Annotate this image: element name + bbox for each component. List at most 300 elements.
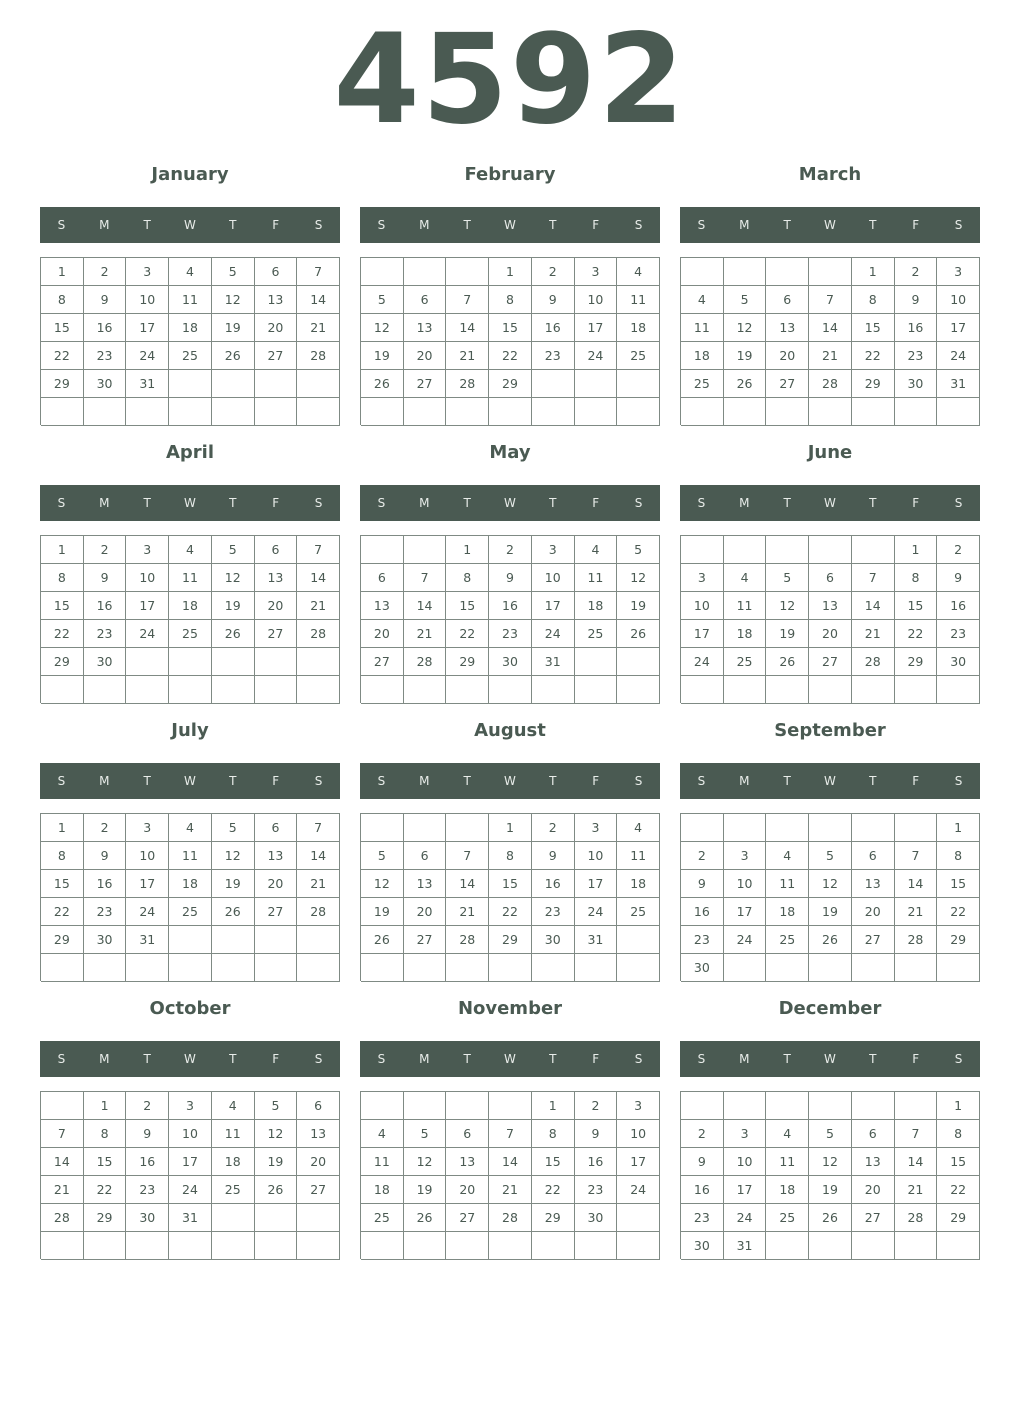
empty-day-cell [297, 370, 340, 398]
empty-day-cell [724, 814, 767, 842]
day-cell: 13 [361, 592, 404, 620]
empty-day-cell [446, 258, 489, 286]
day-cell: 1 [489, 814, 532, 842]
day-cell: 13 [255, 286, 298, 314]
day-cell: 6 [255, 536, 298, 564]
day-cell: 5 [404, 1120, 447, 1148]
day-cell: 29 [937, 926, 980, 954]
day-cell: 21 [404, 620, 447, 648]
weekday-label: S [57, 774, 66, 788]
day-cell: 15 [489, 870, 532, 898]
empty-day-cell [809, 398, 852, 426]
day-cell: 28 [41, 1204, 84, 1232]
day-cell: 20 [404, 342, 447, 370]
weekday-label: M [739, 496, 750, 510]
day-grid [360, 257, 660, 425]
day-cell: 26 [617, 620, 660, 648]
day-cell: 16 [532, 314, 575, 342]
weekday-label: W [824, 1052, 836, 1066]
day-cell: 3 [681, 564, 724, 592]
day-cell: 20 [446, 1176, 489, 1204]
day-cell: 22 [41, 620, 84, 648]
day-cell: 13 [852, 1148, 895, 1176]
day-cell: 24 [575, 342, 618, 370]
day-cell: 24 [575, 898, 618, 926]
weekday-header [40, 763, 340, 799]
empty-day-cell [212, 648, 255, 676]
day-cell: 5 [361, 842, 404, 870]
day-cell: 16 [937, 592, 980, 620]
weekday-label: T [869, 218, 877, 232]
empty-day-cell [41, 1092, 84, 1120]
day-cell: 16 [895, 314, 938, 342]
day-cell: 6 [404, 286, 447, 314]
empty-day-cell [895, 1092, 938, 1120]
empty-day-cell [255, 676, 298, 704]
empty-day-cell [895, 676, 938, 704]
day-cell: 8 [937, 1120, 980, 1148]
weekday-header [360, 485, 660, 521]
day-grid [40, 813, 340, 981]
weekday-label: M [419, 1052, 430, 1066]
weekday-label: F [272, 218, 280, 232]
day-cell: 19 [212, 592, 255, 620]
day-cell: 26 [255, 1176, 298, 1204]
day-cell: 9 [532, 842, 575, 870]
empty-day-cell [446, 676, 489, 704]
month-title: June [807, 442, 853, 463]
weekday-label: F [272, 496, 280, 510]
day-cell: 25 [212, 1176, 255, 1204]
day-cell: 19 [404, 1176, 447, 1204]
day-cell: 22 [41, 898, 84, 926]
day-cell: 20 [852, 1176, 895, 1204]
day-cell: 6 [361, 564, 404, 592]
day-cell: 27 [852, 1204, 895, 1232]
day-cell: 2 [895, 258, 938, 286]
empty-day-cell [446, 954, 489, 982]
day-cell: 9 [895, 286, 938, 314]
empty-day-cell [724, 954, 767, 982]
empty-day-cell [169, 1232, 212, 1260]
day-cell: 16 [489, 592, 532, 620]
weekday-header [360, 207, 660, 243]
weekday-label: S [697, 774, 706, 788]
day-cell: 24 [724, 926, 767, 954]
day-cell: 18 [169, 592, 212, 620]
day-cell: 24 [126, 620, 169, 648]
day-cell: 5 [617, 536, 660, 564]
day-cell: 8 [852, 286, 895, 314]
day-cell: 26 [361, 370, 404, 398]
day-cell: 23 [681, 1204, 724, 1232]
day-cell: 16 [681, 1176, 724, 1204]
day-cell: 15 [41, 592, 84, 620]
weekday-label: S [314, 774, 323, 788]
day-grid [360, 813, 660, 981]
empty-day-cell [724, 1092, 767, 1120]
day-cell: 27 [297, 1176, 340, 1204]
day-cell: 5 [212, 258, 255, 286]
empty-day-cell [809, 814, 852, 842]
day-cell: 31 [169, 1204, 212, 1232]
empty-day-cell [489, 1092, 532, 1120]
weekday-label: S [954, 218, 963, 232]
day-cell: 2 [84, 258, 127, 286]
day-cell: 23 [532, 898, 575, 926]
empty-day-cell [404, 398, 447, 426]
day-cell: 20 [255, 870, 298, 898]
day-cell: 28 [297, 898, 340, 926]
day-cell: 24 [681, 648, 724, 676]
month-title: December [778, 998, 882, 1019]
empty-day-cell [724, 398, 767, 426]
day-cell: 17 [126, 592, 169, 620]
empty-day-cell [41, 954, 84, 982]
empty-day-cell [404, 814, 447, 842]
weekday-label: T [463, 496, 471, 510]
day-cell: 20 [255, 314, 298, 342]
empty-day-cell [212, 954, 255, 982]
day-cell: 26 [212, 620, 255, 648]
day-cell: 31 [126, 370, 169, 398]
day-cell: 19 [212, 870, 255, 898]
month-november [360, 994, 660, 1264]
day-cell: 24 [169, 1176, 212, 1204]
day-cell: 27 [255, 620, 298, 648]
weekday-header [680, 485, 980, 521]
day-cell: 3 [169, 1092, 212, 1120]
day-cell: 16 [575, 1148, 618, 1176]
weekday-label: F [592, 218, 600, 232]
day-cell: 25 [361, 1204, 404, 1232]
weekday-label: F [912, 218, 920, 232]
empty-day-cell [852, 1232, 895, 1260]
day-cell: 10 [617, 1120, 660, 1148]
empty-day-cell [617, 370, 660, 398]
weekday-label: T [463, 1052, 471, 1066]
day-cell: 22 [84, 1176, 127, 1204]
day-cell: 17 [681, 620, 724, 648]
empty-day-cell [489, 676, 532, 704]
day-cell: 16 [126, 1148, 169, 1176]
year-title: 4592 [333, 8, 687, 152]
empty-day-cell [212, 1232, 255, 1260]
empty-day-cell [169, 648, 212, 676]
day-cell: 25 [766, 1204, 809, 1232]
weekday-label: S [634, 218, 643, 232]
day-cell: 14 [895, 1148, 938, 1176]
empty-day-cell [617, 954, 660, 982]
day-cell: 27 [361, 648, 404, 676]
weekday-header [680, 207, 980, 243]
day-cell: 7 [895, 842, 938, 870]
weekday-label: T [783, 1052, 791, 1066]
day-cell: 19 [361, 342, 404, 370]
day-cell: 23 [937, 620, 980, 648]
day-cell: 21 [446, 898, 489, 926]
day-cell: 30 [489, 648, 532, 676]
day-cell: 9 [575, 1120, 618, 1148]
day-cell: 11 [766, 870, 809, 898]
day-cell: 10 [575, 286, 618, 314]
day-cell: 31 [126, 926, 169, 954]
day-cell: 8 [446, 564, 489, 592]
day-cell: 18 [361, 1176, 404, 1204]
empty-day-cell [809, 1232, 852, 1260]
day-cell: 31 [724, 1232, 767, 1260]
day-cell: 1 [937, 814, 980, 842]
empty-day-cell [766, 1232, 809, 1260]
empty-day-cell [681, 676, 724, 704]
empty-day-cell [41, 676, 84, 704]
day-cell: 9 [489, 564, 532, 592]
empty-day-cell [852, 814, 895, 842]
day-cell: 28 [895, 1204, 938, 1232]
weekday-header [40, 207, 340, 243]
month-july [40, 716, 340, 986]
day-cell: 14 [404, 592, 447, 620]
empty-day-cell [126, 1232, 169, 1260]
day-cell: 1 [532, 1092, 575, 1120]
day-cell: 9 [126, 1120, 169, 1148]
day-cell: 22 [41, 342, 84, 370]
day-cell: 4 [766, 1120, 809, 1148]
day-cell: 21 [41, 1176, 84, 1204]
weekday-label: T [229, 774, 237, 788]
day-cell: 29 [852, 370, 895, 398]
weekday-header [680, 763, 980, 799]
day-cell: 17 [169, 1148, 212, 1176]
day-cell: 13 [852, 870, 895, 898]
weekday-label: W [184, 774, 196, 788]
day-grid [680, 1091, 980, 1259]
day-cell: 13 [809, 592, 852, 620]
day-cell: 4 [617, 814, 660, 842]
empty-day-cell [575, 648, 618, 676]
day-cell: 11 [617, 842, 660, 870]
day-cell: 29 [41, 648, 84, 676]
day-cell: 18 [681, 342, 724, 370]
day-cell: 4 [361, 1120, 404, 1148]
weekday-label: S [634, 774, 643, 788]
weekday-label: S [314, 218, 323, 232]
day-cell: 18 [724, 620, 767, 648]
empty-day-cell [852, 536, 895, 564]
day-cell: 13 [255, 842, 298, 870]
empty-day-cell [404, 258, 447, 286]
month-may [360, 438, 660, 708]
day-cell: 5 [724, 286, 767, 314]
day-cell: 22 [852, 342, 895, 370]
day-cell: 24 [617, 1176, 660, 1204]
day-cell: 11 [169, 842, 212, 870]
day-cell: 24 [724, 1204, 767, 1232]
empty-day-cell [766, 1092, 809, 1120]
empty-day-cell [361, 1232, 404, 1260]
day-cell: 13 [255, 564, 298, 592]
empty-day-cell [255, 1204, 298, 1232]
empty-day-cell [937, 954, 980, 982]
weekday-header [360, 1041, 660, 1077]
day-cell: 30 [84, 370, 127, 398]
weekday-label: S [377, 1052, 386, 1066]
empty-day-cell [169, 398, 212, 426]
weekday-label: S [57, 218, 66, 232]
day-cell: 3 [937, 258, 980, 286]
day-cell: 16 [681, 898, 724, 926]
weekday-label: W [184, 218, 196, 232]
day-cell: 2 [84, 536, 127, 564]
day-cell: 14 [297, 842, 340, 870]
day-cell: 7 [852, 564, 895, 592]
empty-day-cell [766, 536, 809, 564]
weekday-label: W [824, 774, 836, 788]
day-cell: 28 [489, 1204, 532, 1232]
day-cell: 13 [446, 1148, 489, 1176]
day-cell: 10 [724, 1148, 767, 1176]
weekday-label: T [549, 496, 557, 510]
month-february [360, 160, 660, 430]
empty-day-cell [361, 258, 404, 286]
day-cell: 12 [212, 286, 255, 314]
empty-day-cell [212, 398, 255, 426]
empty-day-cell [809, 676, 852, 704]
weekday-label: S [314, 496, 323, 510]
empty-day-cell [617, 1204, 660, 1232]
empty-day-cell [489, 1232, 532, 1260]
month-december [680, 994, 980, 1264]
empty-day-cell [532, 398, 575, 426]
day-cell: 1 [41, 536, 84, 564]
empty-day-cell [895, 398, 938, 426]
day-cell: 7 [895, 1120, 938, 1148]
empty-day-cell [84, 954, 127, 982]
empty-day-cell [126, 676, 169, 704]
day-cell: 24 [126, 342, 169, 370]
day-cell: 3 [532, 536, 575, 564]
day-cell: 10 [169, 1120, 212, 1148]
empty-day-cell [169, 954, 212, 982]
day-cell: 9 [84, 842, 127, 870]
day-cell: 11 [169, 564, 212, 592]
empty-day-cell [212, 370, 255, 398]
day-cell: 4 [724, 564, 767, 592]
day-cell: 6 [255, 258, 298, 286]
day-cell: 22 [532, 1176, 575, 1204]
weekday-label: S [954, 1052, 963, 1066]
month-title: November [457, 998, 563, 1019]
weekday-label: F [912, 496, 920, 510]
empty-day-cell [809, 954, 852, 982]
day-cell: 27 [255, 898, 298, 926]
day-cell: 5 [212, 536, 255, 564]
weekday-label: W [184, 1052, 196, 1066]
day-cell: 8 [895, 564, 938, 592]
day-cell: 3 [126, 258, 169, 286]
weekday-header [680, 1041, 980, 1077]
day-cell: 1 [489, 258, 532, 286]
weekday-label: F [272, 774, 280, 788]
weekday-label: T [869, 496, 877, 510]
month-title: February [464, 164, 556, 185]
day-cell: 1 [895, 536, 938, 564]
day-cell: 15 [895, 592, 938, 620]
day-cell: 4 [617, 258, 660, 286]
day-cell: 23 [532, 342, 575, 370]
weekday-label: T [463, 218, 471, 232]
empty-day-cell [575, 398, 618, 426]
day-cell: 20 [255, 592, 298, 620]
day-cell: 13 [404, 314, 447, 342]
empty-day-cell [852, 1092, 895, 1120]
weekday-label: T [783, 774, 791, 788]
day-cell: 12 [212, 564, 255, 592]
weekday-label: M [419, 496, 430, 510]
day-cell: 26 [361, 926, 404, 954]
day-cell: 20 [361, 620, 404, 648]
month-january [40, 160, 340, 430]
empty-day-cell [575, 676, 618, 704]
weekday-label: F [592, 496, 600, 510]
day-cell: 26 [766, 648, 809, 676]
day-cell: 6 [809, 564, 852, 592]
empty-day-cell [255, 648, 298, 676]
day-cell: 5 [766, 564, 809, 592]
day-cell: 23 [84, 342, 127, 370]
day-cell: 15 [489, 314, 532, 342]
day-cell: 18 [169, 314, 212, 342]
month-title: August [474, 720, 546, 741]
day-cell: 10 [126, 564, 169, 592]
empty-day-cell [361, 1092, 404, 1120]
day-cell: 7 [446, 286, 489, 314]
empty-day-cell [361, 676, 404, 704]
month-title: January [151, 164, 229, 185]
empty-day-cell [255, 398, 298, 426]
weekday-label: W [504, 496, 516, 510]
day-cell: 18 [575, 592, 618, 620]
day-cell: 2 [126, 1092, 169, 1120]
empty-day-cell [532, 676, 575, 704]
day-cell: 3 [724, 1120, 767, 1148]
day-cell: 24 [532, 620, 575, 648]
weekday-label: T [783, 218, 791, 232]
empty-day-cell [41, 398, 84, 426]
empty-day-cell [724, 258, 767, 286]
empty-day-cell [937, 398, 980, 426]
empty-day-cell [617, 926, 660, 954]
empty-day-cell [404, 676, 447, 704]
weekday-label: T [229, 1052, 237, 1066]
day-cell: 11 [724, 592, 767, 620]
empty-day-cell [255, 1232, 298, 1260]
empty-day-cell [446, 1232, 489, 1260]
day-cell: 18 [766, 898, 809, 926]
weekday-label: M [99, 1052, 110, 1066]
weekday-label: T [143, 1052, 151, 1066]
day-cell: 30 [681, 954, 724, 982]
day-cell: 26 [809, 926, 852, 954]
day-cell: 27 [446, 1204, 489, 1232]
day-cell: 27 [852, 926, 895, 954]
day-grid [680, 257, 980, 425]
weekday-header [40, 1041, 340, 1077]
day-cell: 4 [575, 536, 618, 564]
month-june [680, 438, 980, 708]
day-cell: 25 [681, 370, 724, 398]
day-cell: 2 [575, 1092, 618, 1120]
